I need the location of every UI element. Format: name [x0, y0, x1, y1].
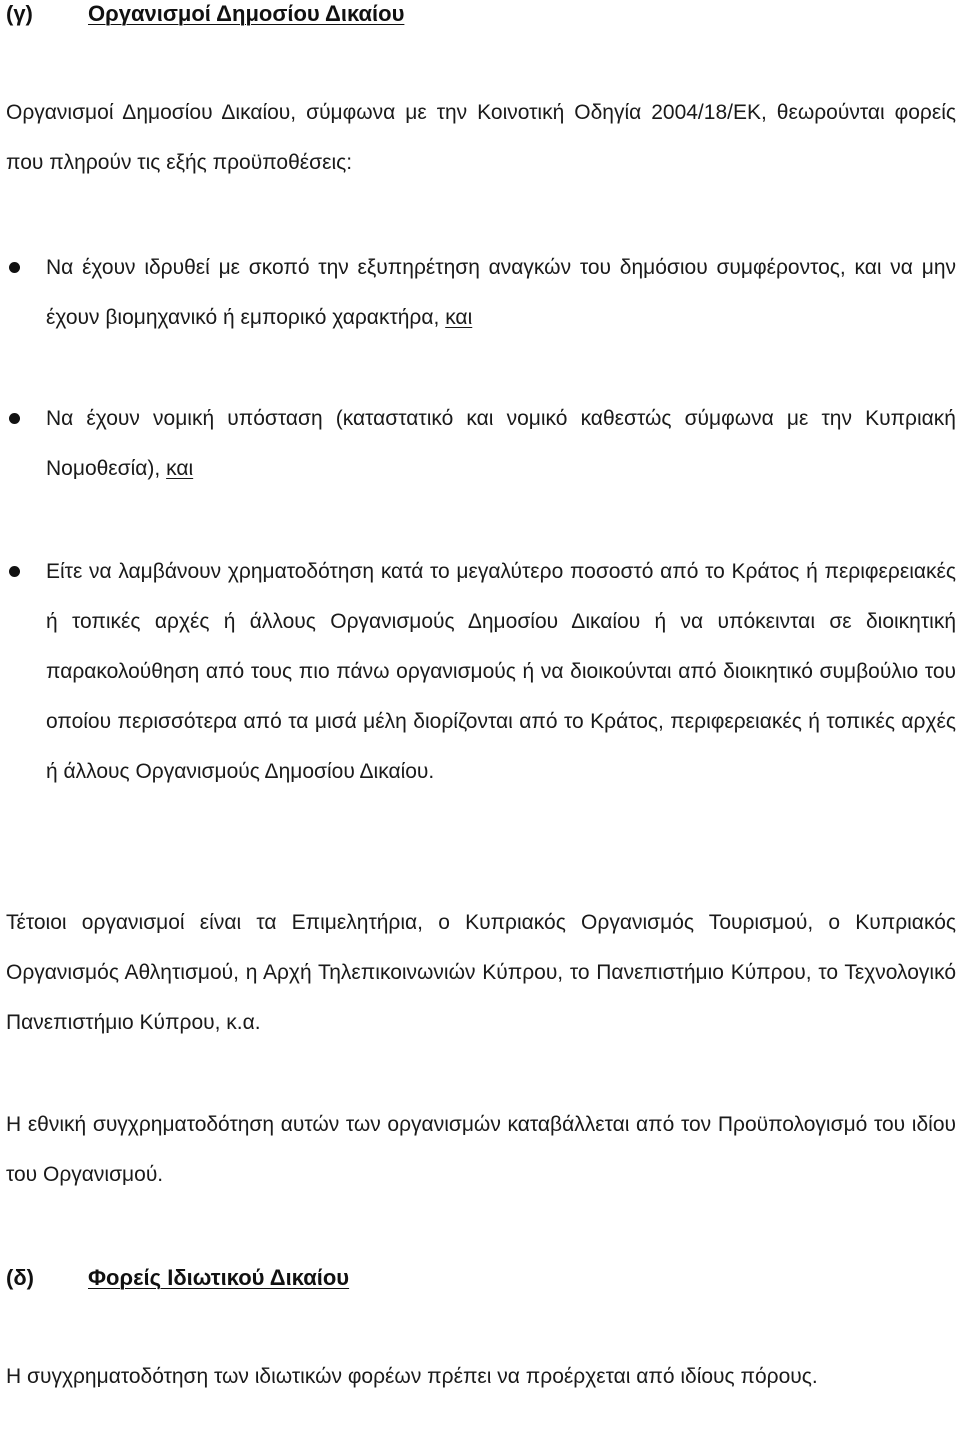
- bullet-icon: [9, 566, 20, 577]
- connector-word: και: [166, 457, 194, 480]
- condition-text: Είτε να λαμβάνουν χρηματοδότηση κατά το μεγαλύτερο ποσοστό από το Κράτος ή περιφερειακές ή τοπικές αρχές ή άλλους Οργανισμούς Δημοσίου Δικαίου ή να υπόκεινται σε διοικητική παρακολούθηση από τους πιο πάνω οργανισμούς ή να διοικούνται από διοικητικό συμβούλιο του οποίου περισσότερα από τα μισά μέλη διορίζονται από το Κράτος, περιφερειακές ή τοπικές αρχές ή άλλους Οργανισμούς Δημοσίου Δικαίου.: [46, 560, 956, 783]
- section-heading-g: [6, 0, 404, 28]
- section-number: (γ): [6, 1, 33, 26]
- section-number: (δ): [6, 1265, 34, 1290]
- section-title: Φορείς Ιδιωτικού Δικαίου: [88, 1265, 350, 1290]
- examples-paragraph: Τέτοιοι οργανισμοί είναι τα Επιμελητήρια, ο Κυπριακός Οργανισμός Τουρισμού, ο Κυπριακός Οργανισμός Αθλητισμού, η Αρχή Τηλεπικοινωνιών Κύπρου, το Πανεπιστήμιο Κύπρου, το Τεχνολογικό Πανεπιστήμιο Κύπρου, κ.α.: [6, 911, 956, 1034]
- bullet-icon: [9, 262, 20, 273]
- intro-paragraph: Οργανισμοί Δημοσίου Δικαίου, σύμφωνα με την Κοινοτική Οδηγία 2004/18/ΕΚ, θεωρούνται φορείς που πληρούν τις εξής προϋποθέσεις:: [6, 101, 956, 174]
- funding-paragraph: Η εθνική συγχρηματοδότηση αυτών των οργανισμών καταβάλλεται από τον Προϋπολογισμό του ιδίου του Οργανισμού.: [6, 1113, 956, 1186]
- section-heading-d: [6, 1264, 349, 1292]
- section-title: Οργανισμοί Δημοσίου Δικαίου: [88, 1, 405, 26]
- condition-text: Να έχουν ιδρυθεί με σκοπό την εξυπηρέτηση αναγκών του δημόσιου συμφέροντος, και να μην έχουν βιομηχανικό ή εμπορικό χαρακτήρα, και: [46, 256, 956, 329]
- condition-text: Να έχουν νομική υπόσταση (καταστατικό και νομικό καθεστώς σύμφωνα με την Κυπριακή Νομοθεσία), και: [46, 407, 956, 480]
- private-funding-paragraph: Η συγχρηματοδότηση των ιδιωτικών φορέων πρέπει να προέρχεται από ιδίους πόρους.: [6, 1365, 818, 1388]
- connector-word: και: [445, 306, 473, 329]
- bullet-icon: [9, 413, 20, 424]
